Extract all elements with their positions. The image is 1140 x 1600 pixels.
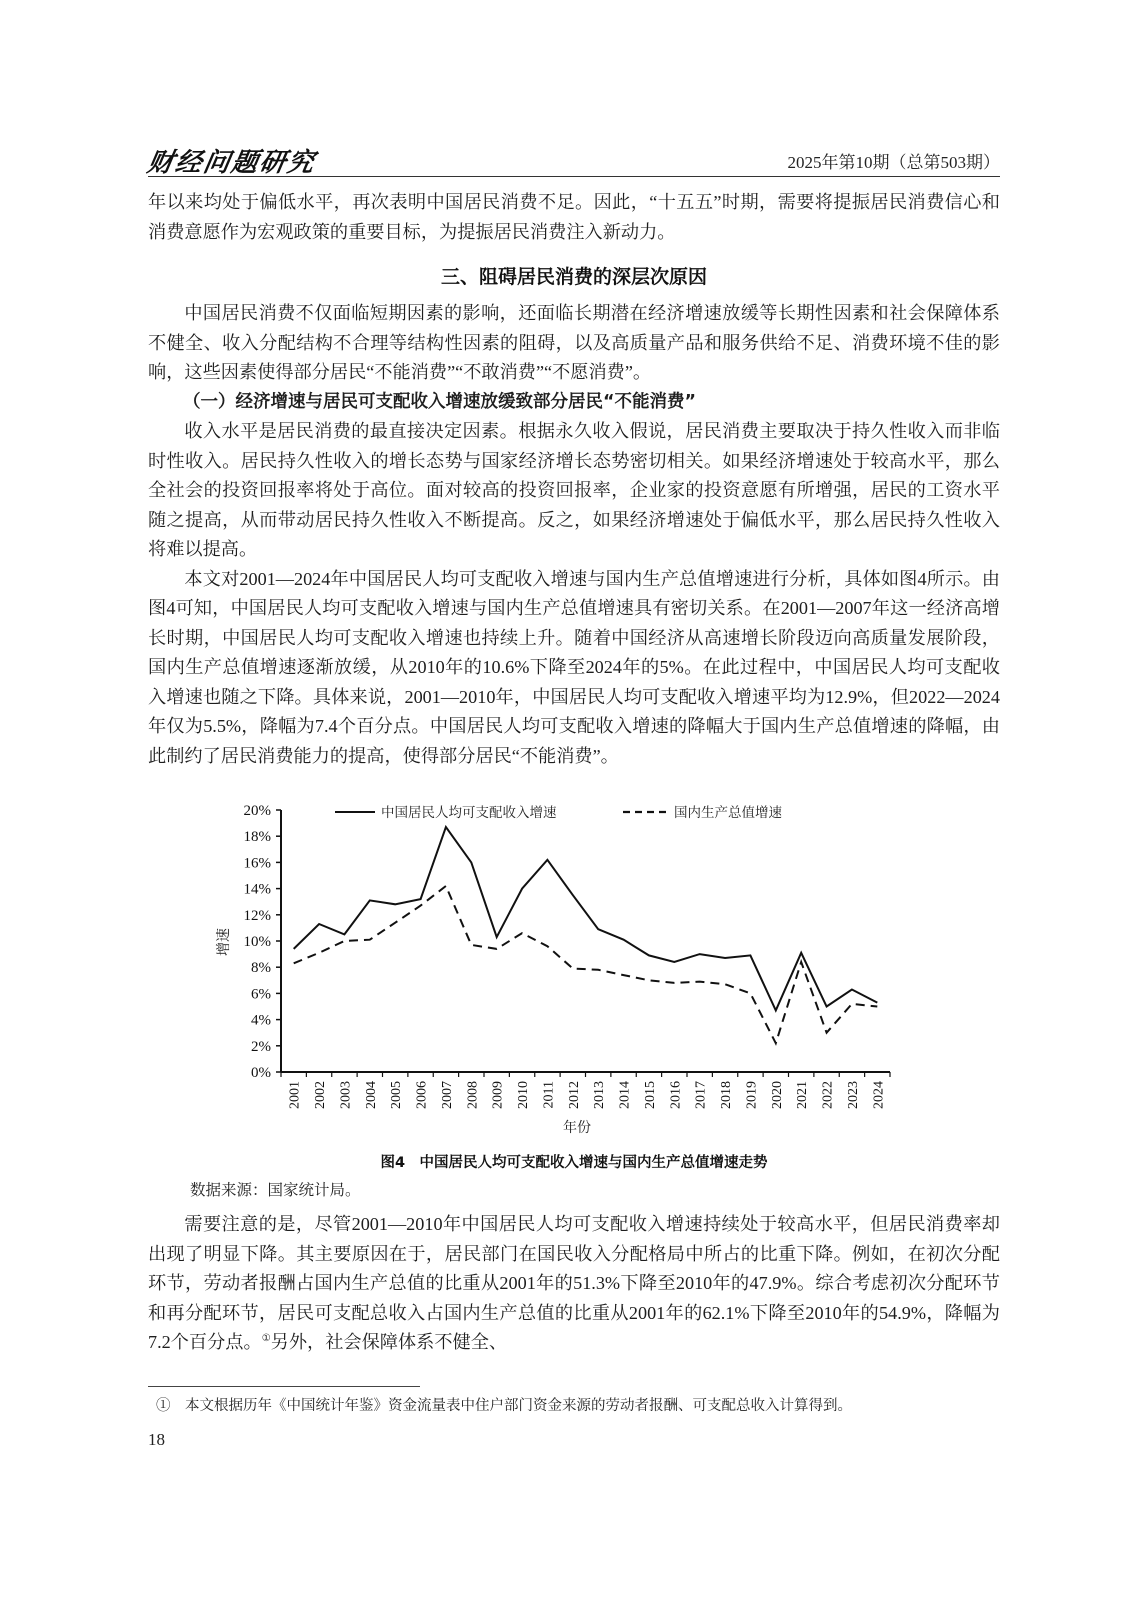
x-tick-label: 2001 [287,1081,303,1109]
y-tick-label: 10% [243,934,271,950]
running-header [144,142,1000,178]
page-number: 18 [148,1430,165,1449]
data-source: 数据来源：国家统计局。 [190,1182,361,1199]
section-title: 三、阻碍居民消费的深层次原因 [440,266,707,288]
y-tick-label: 4% [251,1012,271,1029]
footnote-marker[interactable]: ① [261,1332,271,1344]
income-growth-line [294,827,878,1010]
x-tick-label: 2006 [414,1081,430,1109]
y-tick-label: 8% [251,960,271,977]
section-body [148,299,1000,771]
x-axis-label: 年份 [563,1120,591,1136]
y-tick-label: 14% [243,881,271,898]
x-tick-label: 2002 [313,1081,329,1109]
footnote-divider [148,1386,420,1387]
issue-label: 2025年第10期（总第503期） [787,153,1000,172]
footnote: ① 本文根据历年《中国统计年鉴》资金流量表中住户部门资金来源的劳动者报酬、可支配总收入计算得到。 [156,1398,852,1414]
x-tick-label: 2016 [668,1081,684,1109]
chart-series [294,827,878,1043]
x-tick-label: 2007 [439,1081,455,1109]
x-axis-ticks [281,1072,890,1109]
subsection-title: （一）经济增速与居民可支配收入增速放缓致部分居民“不能消费” [183,391,697,412]
paragraph [148,1210,1000,1358]
x-tick-label: 2011 [541,1081,557,1109]
paragraph-text: 需要注意的是，尽管2001—2010年中国居民人均可支配收入增速持续处于较高水平，但居民消费率却出现了明显下降。其主要原因在于，居民部门在国民收入分配格局中所占的比重下降。例如，在初次分配环节，劳动者报酬占国内生产总值的比重从2001年的51.3%下降至2010年的47.9%。综合考虑初次分配环节和再分配环节，居民可支配总收入占国内生产总值的比重从2001年的62.1%下降至2010年的54.9%，降幅为7.2个百分点。 [148,1214,1000,1352]
y-tick-label: 0% [251,1065,271,1081]
x-tick-label: 2012 [566,1081,582,1109]
x-tick-label: 2003 [338,1081,354,1109]
x-tick-label: 2022 [820,1081,836,1109]
y-tick-label: 2% [251,1038,271,1055]
x-tick-label: 2015 [642,1081,658,1109]
y-axis-label: 增速 [216,928,232,956]
x-tick-label: 2020 [769,1081,785,1109]
legend-label-gdp: 国内生产总值增速 [674,805,782,821]
paragraph-tail: 另外，社会保障体系不健全、 [270,1332,508,1352]
figure-caption: 图4 中国居民人均可支配收入增速与国内生产总值增速走势 [380,1155,768,1171]
intro-block [148,188,1000,247]
x-tick-label: 2024 [871,1081,887,1109]
y-tick-label: 20% [243,803,271,819]
paragraph: 收入水平是居民消费的最直接决定因素。根据永久收入假说，居民消费主要取决于持久性收入而非临时性收入。居民持久性收入的增长态势与国家经济增长态势密切相关。如果经济增速处于较高水平，那么全社会的投资回报率将处于高位。面对较高的投资回报率，企业家的投资意愿有所增强，居民的工资水平随之提高，从而带动居民持久性收入不断提高。反之，如果经济增速处于偏低水平，那么居民持久性收入将难以提高。 [148,421,1000,559]
x-tick-label: 2019 [744,1081,760,1109]
chart-legend [335,804,782,821]
y-tick-label: 6% [251,986,271,1003]
journal-logo: 财经问题研究 [144,148,319,178]
y-tick-label: 16% [243,855,271,872]
x-tick-label: 2004 [363,1081,379,1109]
x-tick-label: 2009 [490,1081,506,1109]
x-tick-label: 2005 [389,1081,405,1109]
figure-4-chart [200,795,920,1150]
legend-label-income: 中国居民人均可支配收入增速 [381,805,557,821]
y-axis-ticks [244,803,282,1081]
paragraph: 本文对2001—2024年中国居民人均可支配收入增速与国内生产总值增速进行分析，具体如图4所示。由图4可知，中国居民人均可支配收入增速与国内生产总值增速具有密切关系。在2001—2007年这一经济高增长时期，中国居民人均可支配收入增速也持续上升。随着中国经济从高速增长阶段迈向高质量发展阶段，国内生产总值增速逐渐放缓，从2010年的10.6%下降至2024年的5%。在此过程中，中国居民人均可支配收入增速也随之下降。具体来说，2001—2010年，中国居民人均可支配收入增速平均为12.9%，但2022—2024年仅为5.5%，降幅为7.4个百分点。中国居民人均可支配收入增速的降幅大于国内生产总值增速的降幅，由此制约了居民消费能力的提高，使得部分居民“不能消费”。 [148,568,1000,766]
x-tick-label: 2014 [617,1081,633,1109]
x-tick-label: 2017 [693,1081,709,1109]
paragraph: 中国居民消费不仅面临短期因素的影响，还面临长期潜在经济增速放缓等长期性因素和社会保障体系不健全、收入分配结构不合理等结构性因素的阻碍，以及高质量产品和服务供给不足、消费环境不佳的影响，这些因素使得部分居民“不能消费”“不敢消费”“不愿消费”。 [148,303,1000,382]
y-tick-label: 12% [243,907,271,924]
x-tick-label: 2018 [719,1081,735,1109]
y-tick-label: 18% [243,829,271,846]
x-tick-label: 2013 [592,1081,608,1109]
x-tick-label: 2021 [795,1081,811,1109]
x-tick-label: 2023 [845,1081,861,1109]
intro-paragraph: 年以来均处于偏低水平，再次表明中国居民消费不足。因此，“十五五”时期，需要将提振居民消费信心和消费意愿作为宏观政策的重要目标，为提振居民消费注入新动力。 [148,192,1000,242]
gdp-growth-line [294,886,878,1043]
after-figure-block [148,1210,1000,1358]
x-tick-label: 2010 [516,1081,532,1109]
chart-axes [281,810,890,1072]
x-tick-label: 2008 [465,1081,481,1109]
line-chart [200,795,920,1150]
